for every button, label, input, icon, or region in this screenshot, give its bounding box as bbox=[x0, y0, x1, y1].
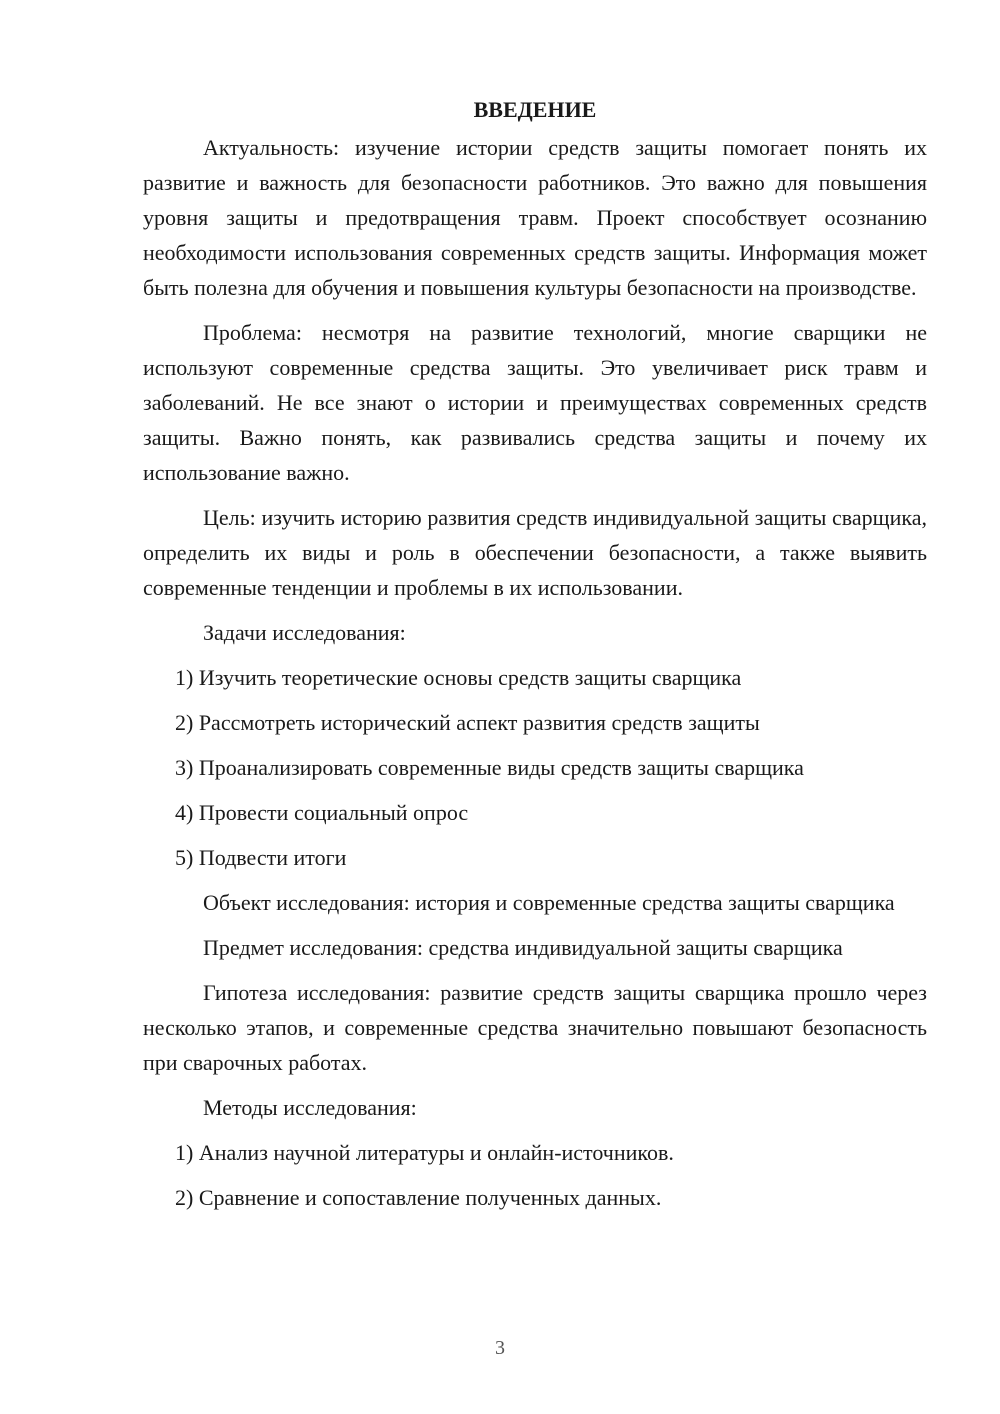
hypothesis-paragraph: Гипотеза исследования: развитие средств защиты сварщика прошло через несколько этапов, и современные средства значительно повышают безопасность при сварочных работах. bbox=[143, 980, 927, 1075]
task-item-5: 5) Подвести итоги bbox=[175, 845, 347, 870]
task-item-2: 2) Рассмотреть исторический аспект развития средств защиты bbox=[175, 710, 760, 735]
document-page bbox=[143, 92, 927, 1225]
page-title: ВВЕДЕНИЕ bbox=[473, 97, 597, 122]
task-item-1: 1) Изучить теоретические основы средств защиты сварщика bbox=[175, 665, 742, 690]
method-item-1: 1) Анализ научной литературы и онлайн-источников. bbox=[175, 1140, 674, 1165]
subject-paragraph: Предмет исследования: средства индивидуальной защиты сварщика bbox=[203, 935, 843, 960]
method-item-2: 2) Сравнение и сопоставление полученных данных. bbox=[175, 1185, 662, 1210]
tasks-title: Задачи исследования: bbox=[203, 620, 406, 645]
goal-paragraph: Цель: изучить историю развития средств индивидуальной защиты сварщика, определить их виды и роль в обеспечении безопасности, а также выявить современные тенденции и проблемы в их использовании. bbox=[143, 505, 927, 600]
problem-paragraph: Проблема: несмотря на развитие технологий, многие сварщики не используют современные средства защиты. Это увеличивает риск травм и заболеваний. Не все знают о истории и преимуществах современных средств защиты. Важно понять, как развивались средства защиты и почему их использование важно. bbox=[143, 320, 927, 485]
methods-title: Методы исследования: bbox=[203, 1095, 417, 1120]
task-item-3: 3) Проанализировать современные виды средств защиты сварщика bbox=[175, 755, 804, 780]
task-item-4: 4) Провести социальный опрос bbox=[175, 800, 469, 825]
object-paragraph: Объект исследования: история и современные средства защиты сварщика bbox=[203, 890, 895, 915]
page-number: 3 bbox=[495, 1337, 505, 1359]
relevance-paragraph: Актуальность: изучение истории средств защиты помогает понять их развитие и важность для безопасности работников. Это важно для повышения уровня защиты и предотвращения травм. Проект способствует осознанию необходимости использования современных средств защиты. Информация может быть полезна для обучения и повышения культуры безопасности на производстве. bbox=[143, 135, 927, 300]
